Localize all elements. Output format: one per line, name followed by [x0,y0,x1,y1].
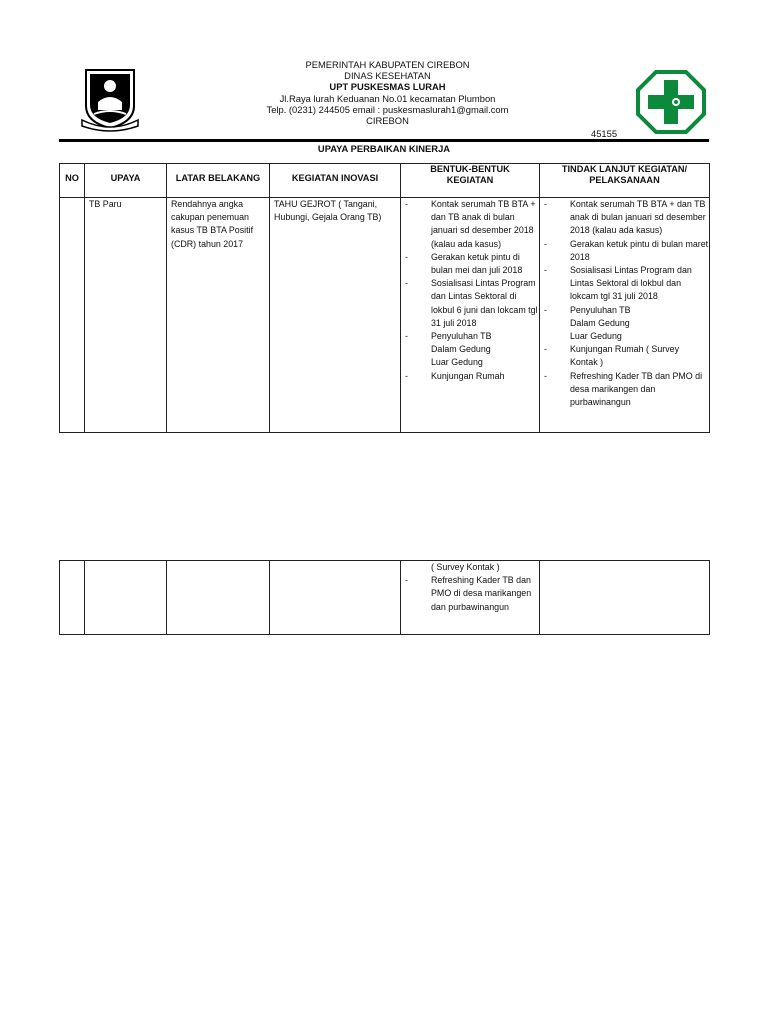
list-item: - Refreshing Kader TB dan PMO di desa marikangen dan purbawinangun [540,370,709,410]
header-line-city: CIREBON [366,115,409,126]
list-item: - Sosialisasi Lintas Program dan Lintas Sektoral di lokbul 6 juni dan lokcam tgl 31 juli 2018 [401,277,539,330]
cirebon-emblem-logo [80,66,140,132]
list-item: - Penyuluhan TB Dalam Gedung Luar Gedung [401,330,539,370]
col-header-tindak-lanjut: TINDAK LANJUT KEGIATAN/ PELAKSANAAN [540,164,710,198]
header-divider [59,139,709,142]
col-header-no: NO [60,164,85,198]
improvement-table [59,163,710,433]
col-header-upaya: UPAYA [85,164,167,198]
postal-code: 45155 [591,128,618,139]
cell-latar-belakang: Rendahnya angka cakupan penemuan kasus TB BTA Positif (CDR) tahun 2017 [167,198,270,433]
header-line-department: DINAS KESEHATAN [344,70,431,81]
header-line-government: PEMERINTAH KABUPATEN CIREBON [305,59,470,70]
bentuk-list [401,198,539,383]
list-item: - Kontak serumah TB BTA + dan TB anak di bulan januari sd desember 2018 (kalau ada kasus) [540,198,709,238]
document-title: UPAYA PERBAIKAN KINERJA [317,143,451,154]
header-line-institution: UPT PUSKESMAS LURAH [329,81,446,92]
cell-upaya: TB Paru [85,198,167,433]
list-item: - Kontak serumah TB BTA + dan TB anak di bulan januari sd desember 2018 (kalau ada kasus) [401,198,539,251]
cell-bentuk-kegiatan [401,561,540,635]
list-item: - Penyuluhan TB Dalam Gedung Luar Gedung [540,304,709,344]
table-row [60,198,710,433]
table-row [60,561,710,635]
table-header-row [60,164,710,198]
cell-no [60,561,85,635]
cell-tindak-lanjut [540,198,710,433]
col-header-bentuk-kegiatan: BENTUK-BENTUK KEGIATAN [401,164,540,198]
cell-bentuk-kegiatan [401,198,540,433]
cell-kegiatan-inovasi: TAHU GEJROT ( Tangani, Hubungi, Gejala Orang TB) [270,198,401,433]
list-item: - Gerakan ketuk pintu di bulan maret 2018 [540,238,709,264]
continuation-table [59,560,710,635]
cell-latar-belakang [167,561,270,635]
list-item: - Sosialisasi Lintas Program dan Lintas Sektoral di lokbul dan lokcam tgl 31 juli 2018 [540,264,709,304]
cell-upaya [85,561,167,635]
tindak-list [540,198,709,409]
cell-no [60,198,85,433]
header-line-address: Jl.Raya lurah Keduanan No.01 kecamatan Plumbon [279,93,496,104]
col-header-kegiatan-inovasi: KEGIATAN INOVASI [270,164,401,198]
bentuk-list [401,574,539,614]
col-header-latar-belakang: LATAR BELAKANG [167,164,270,198]
list-item: - Kunjungan Rumah ( Survey Kontak ) [540,343,709,369]
cell-tindak-lanjut [540,561,710,635]
list-item-continuation: ( Survey Kontak ) [431,562,500,572]
list-item: - Refreshing Kader TB dan PMO di desa marikangen dan purbawinangun [401,574,539,614]
list-item: - Gerakan ketuk pintu di bulan mei dan juli 2018 [401,251,539,277]
health-cross-logo [636,70,706,134]
list-item: - Kunjungan Rumah [401,370,539,383]
header-line-contact: Telp. (0231) 244505 email : puskesmaslurah1@gmail.com [266,104,509,115]
cell-kegiatan-inovasi [270,561,401,635]
